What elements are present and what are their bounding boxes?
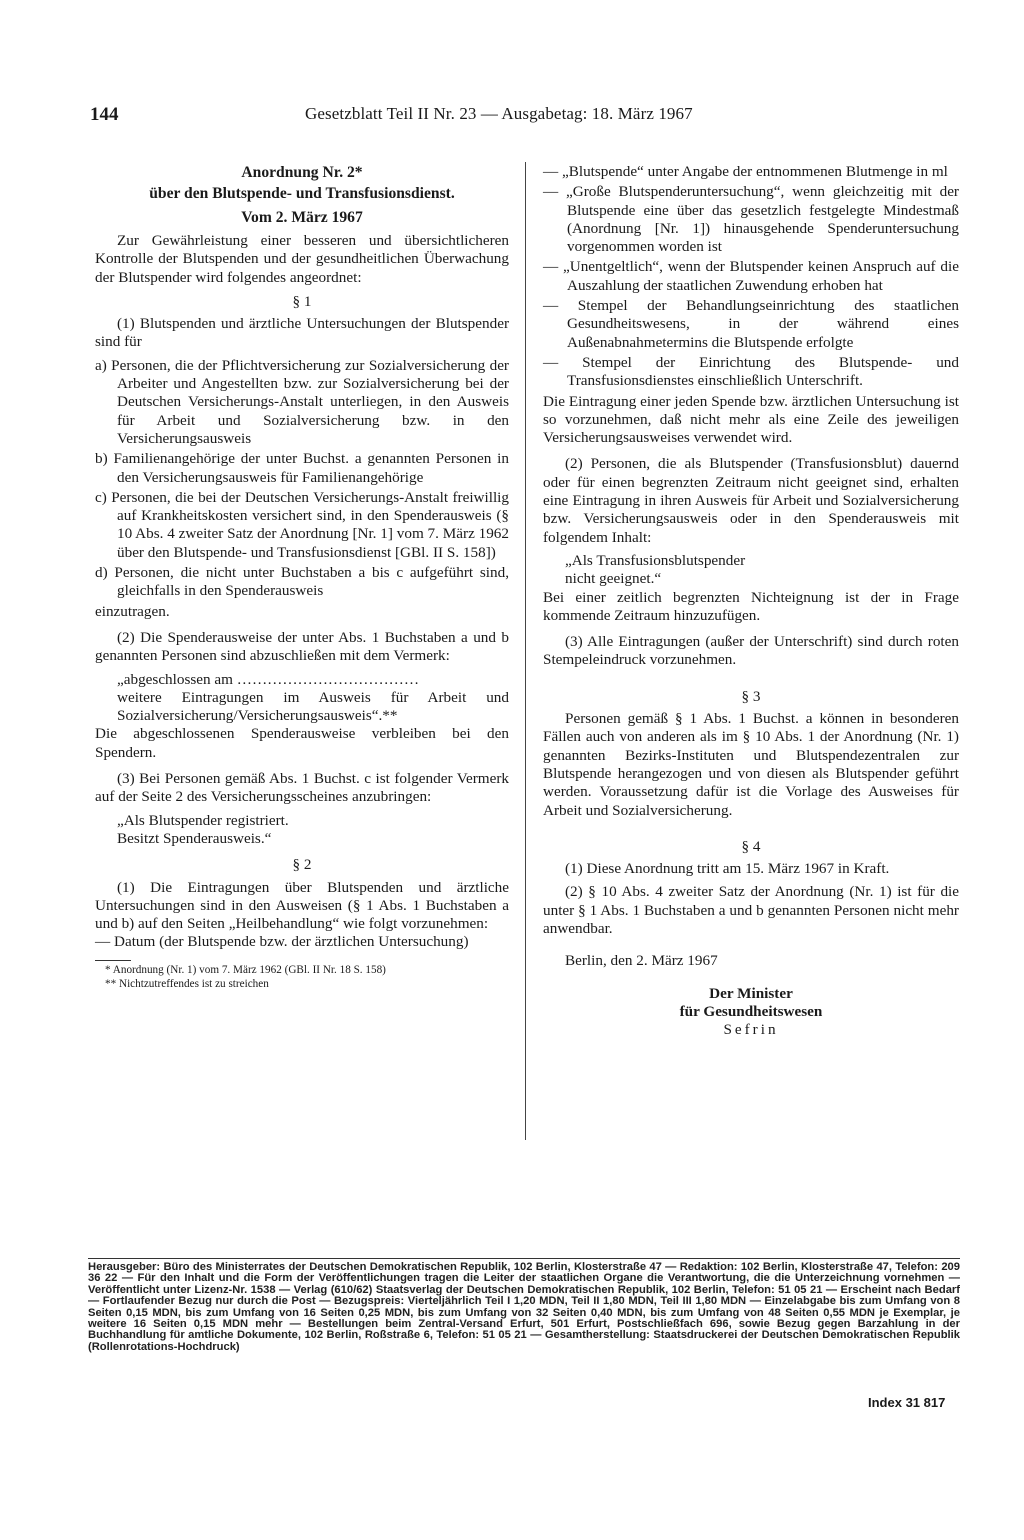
list-item: d) Personen, die nicht unter Buchstaben a bis c aufgeführt sind, gleichfalls in den Spenderausweis bbox=[95, 564, 509, 600]
paragraph: (3) Bei Personen gemäß Abs. 1 Buchst. c ist folgender Vermerk auf der Seite 2 des Versicherungsscheines anzubringen: bbox=[95, 770, 509, 806]
dash-item: — Stempel der Einrichtung des Blutspende- und Transfusionsdienstes einschließlich Unterschrift. bbox=[543, 353, 959, 390]
quoted-note: Besitzt Spenderausweis.“ bbox=[117, 829, 272, 847]
ordinance-title: Anordnung Nr. 2* bbox=[241, 164, 363, 181]
index-number: Index 31 817 bbox=[868, 1395, 946, 1410]
dash-item: — „Große Blutspenderuntersuchung“, wenn gleichzeitig mit der Blutspende eine über das gesetzlich festgelegte Mindestmaß (Anordnung [Nr. 1]) hinausgehende Spenderuntersuchung vorgenommen worden ist bbox=[543, 183, 959, 256]
quoted-note: nicht geeignet.“ bbox=[565, 570, 662, 588]
paragraph: einzutragen. bbox=[95, 602, 170, 620]
paragraph: (1) Diese Anordnung tritt am 15. März 1967 in Kraft. bbox=[565, 860, 890, 878]
paragraph: (2) § 10 Abs. 4 zweiter Satz der Anordnung (Nr. 1) ist für die unter § 1 Abs. 1 Buchstaben a und b genannten Personen nicht mehr anwendbar. bbox=[543, 883, 959, 937]
footnote-rule bbox=[95, 960, 131, 961]
paragraph: (1) Die Eintragungen über Blutspenden und ärztliche Untersuchungen sind in den Ausweisen (§ 1 Abs. 1 Buchstaben a und b) auf den Seiten „Heilbehandlung“ wie folgt vorzunehmen: bbox=[95, 878, 509, 933]
paragraph: (2) Die Spenderausweise der unter Abs. 1 Buchstaben a und b genannten Personen sind abzuschließen mit dem Vermerk: bbox=[95, 628, 509, 665]
page-number: 144 bbox=[90, 104, 119, 125]
paragraph: (3) Alle Eintragungen (außer der Unterschrift) sind durch roten Stempeleindruck vorzunehmen. bbox=[543, 633, 959, 669]
paragraph: Personen gemäß § 1 Abs. 1 Buchst. a können in besonderen Fällen auch von anderen als im § 10 Abs. 1 der Anordnung (Nr. 1) genannten Bezirks-Instituten und Blutspendezentralen zur Blutspende herangezogen und von diesen als Blutspender geführt werden. Voraussetzung dafür ist die Vorlage des Ausweises für Arbeit und Sozialversicherung. bbox=[543, 710, 959, 819]
signatory-office: für Gesundheitswesen bbox=[679, 1002, 823, 1020]
paragraph: (1) Blutspenden und ärztliche Untersuchungen der Blutspender sind für bbox=[95, 315, 509, 351]
list-item: b) Familienangehörige der unter Buchst. a genannten Personen in den Versicherungsausweis für Familienangehörige bbox=[95, 450, 509, 486]
signatory-title: Der Minister bbox=[709, 984, 793, 1002]
paragraph: Bei einer zeitlich begrenzten Nichteignung ist der in Frage kommende Zeitraum hinzuzufügen. bbox=[543, 588, 959, 624]
signatory-name: Sefrin bbox=[723, 1021, 779, 1039]
publisher-imprint: Herausgeber: Büro des Ministerrates der Deutschen Demokratischen Republik, 102 Berlin, Klosterstraße 47 — Redaktion: 102 Berlin, Klosterstraße 47, Telefon: 209 36 22 — Für den Inhalt und die Form der Veröffentlichungen tragen die Leiter der staatlichen Organe die Verantwortung, die die Unterzeichnung vornehmen — Veröffentlicht unter Lizenz-Nr. 1538 — Verlag (610/62) Staatsverlag der Deutschen Demokratischen Republik, 102 Berlin, Telefon: 51 05 21 — Erscheint nach Bedarf — Fortlaufender Bezug nur durch die Post — Bezugspreis: Vierteljährlich Teil I 1,20 MDN, Teil II 1,80 MDN, Teil III 1,80 MDN — Einzelabgabe bis zum Umfang von 8 Seiten 0,15 MDN, bis zum Umfang von 16 Seiten 0,25 MDN, bis zum Umfang von 32 Seiten 0,40 MDN, bis zum Umfang von 48 Seiten 0,55 MDN je Exemplar, je weitere 16 Seiten 0,15 MDN mehr — Bestellungen beim Zentral-Versand Erfurt, 501 Erfurt, Postschließfach 696, sowie Bezug gegen Barzahlung in der Buchhandlung für amtliche Dokumente, 102 Berlin, Roßstraße 6, Telefon: 51 05 21 — Gesamtherstellung: Staatsdruckerei der Deutschen Demokratischen Republik (Rollenrotations-Hochdruck) bbox=[88, 1261, 960, 1353]
preamble: Zur Gewährleistung einer besseren und übersichtlicheren Kontrolle der Blutspenden und der gesundheitlichen Überwachung der Blutspender wird folgendes angeordnet: bbox=[95, 232, 509, 286]
list-item: c) Personen, die bei der Deutschen Versicherungs-Anstalt freiwillig auf Krankheitskosten versichert sind, in den Spenderausweis (§ 10 Abs. 4 zweiter Satz der Anordnung [Nr. 1] vom 7. März 1962 über den Blutspende- und Transfusionsdienst [GBl. II S. 158]) bbox=[95, 488, 509, 561]
dash-item: — Stempel der Behandlungseinrichtung des staatlichen Gesundheitswesens, in der während eines Außenabnahmetermins die Blutspende erfolgte bbox=[543, 297, 959, 351]
paragraph: Die Eintragung einer jeden Spende bzw. ärztlichen Untersuchung ist so vorzunehmen, daß nicht mehr als eine Zeile des jeweiligen Versicherungsausweises verwendet wird. bbox=[543, 392, 959, 447]
section-heading: § 1 bbox=[292, 292, 312, 310]
right-column bbox=[543, 163, 959, 1039]
column-divider bbox=[525, 162, 526, 1140]
ordinance-date: Vom 2. März 1967 bbox=[241, 209, 363, 226]
dash-item: — „Blutspende“ unter Angabe der entnommenen Blutmenge in ml bbox=[543, 163, 948, 180]
place-date: Berlin, den 2. März 1967 bbox=[565, 952, 718, 970]
running-title: Gesetzblatt Teil II Nr. 23 — Ausgabetag: 18. März 1967 bbox=[305, 104, 693, 123]
page-header bbox=[90, 104, 958, 132]
quoted-note: „abgeschlossen am ……………………………… bbox=[117, 670, 420, 688]
dash-item: — Datum (der Blutspende bzw. der ärztlichen Untersuchung) bbox=[95, 933, 469, 951]
paragraph: Die abgeschlossenen Spenderausweise verbleiben bei den Spendern. bbox=[95, 725, 509, 761]
footnote: ** Nichtzutreffendes ist zu streichen bbox=[105, 977, 269, 990]
dash-item: — „Unentgeltlich“, wenn der Blutspender keinen Anspruch auf die Auszahlung der staatlichen Zuwendung erhoben hat bbox=[543, 258, 959, 294]
paragraph: (2) Personen, die als Blutspender (Transfusionsblut) dauernd oder für einen begrenzten Zeitraum nicht geeignet sind, erhalten eine Eintragung in ihren Ausweis für Arbeit und Sozialversicherung bzw. Versicherungsausweis oder in den Spenderausweis mit folgendem Inhalt: bbox=[543, 455, 959, 546]
left-column bbox=[95, 163, 509, 991]
quoted-note: „Als Blutspender registriert. bbox=[117, 811, 289, 829]
footnote: * Anordnung (Nr. 1) vom 7. März 1962 (GBl. II Nr. 18 S. 158) bbox=[105, 963, 386, 976]
quoted-note: „Als Transfusionsblutspender bbox=[565, 551, 746, 569]
section-heading: § 4 bbox=[741, 837, 761, 855]
section-heading: § 2 bbox=[292, 856, 312, 874]
list-item: a) Personen, die der Pflichtversicherung zur Sozialversicherung der Arbeiter und Angestellten bzw. zur Sozialversicherung bei der Deutschen Versicherungs-Anstalt unterliegen, in den Ausweis für Arbeit und Sozialversicherung bzw. in den Versicherungsausweis bbox=[95, 356, 509, 447]
quoted-note: weitere Eintragungen im Ausweis für Arbeit und Sozialversicherung/Versicherungsausweis“.** bbox=[117, 688, 509, 725]
ordinance-subtitle: über den Blutspende- und Transfusionsdienst. bbox=[149, 185, 455, 202]
section-heading: § 3 bbox=[741, 687, 761, 705]
imprint-rule bbox=[88, 1258, 960, 1259]
